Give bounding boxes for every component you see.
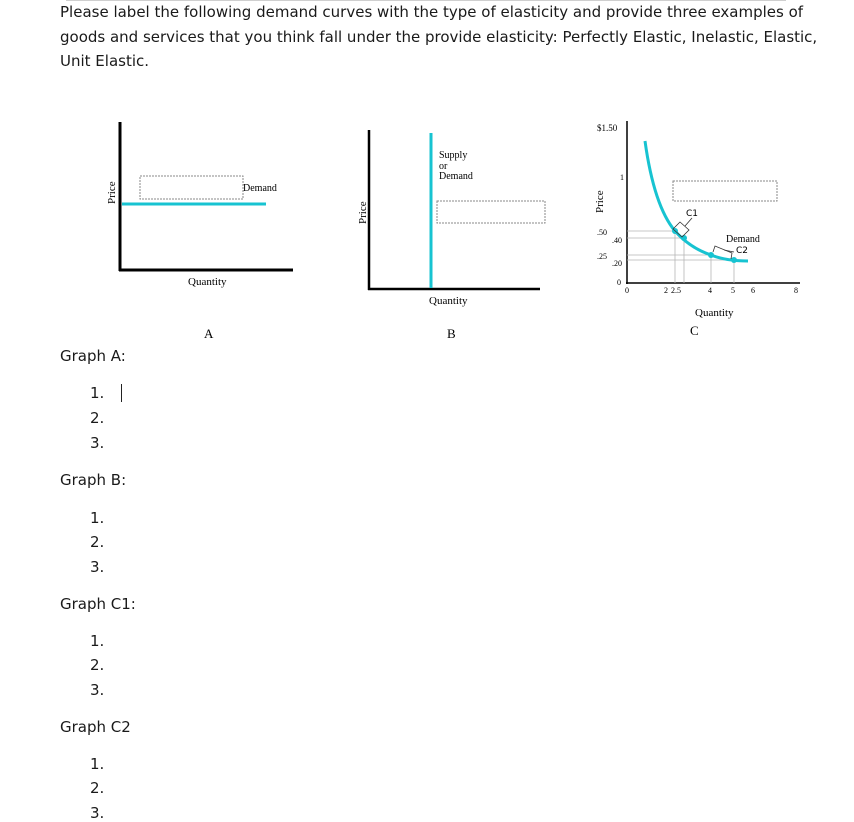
graph-c-ytick-50: .50 [597,228,607,237]
graph-c-xtick-2: 2 [664,286,668,295]
graph-a-demand-label: Demand [243,183,277,194]
graph-c-xtick-4: 4 [708,286,712,295]
graph-c-ytick-40: .40 [612,236,622,245]
graph-c-ytick-0: 0 [617,278,621,287]
text-cursor [121,384,122,402]
graph-b-item-2[interactable]: 2. [90,533,105,551]
graph-c-point-c [708,252,714,258]
graph-b-item-3[interactable]: 3. [90,558,105,576]
graph-c-quantity-label: Quantity [695,307,734,319]
graph-b [357,130,545,341]
graph-c-point-d [731,257,737,263]
graph-c2-item-3[interactable]: 3. [90,804,105,822]
graph-a [106,122,293,341]
graph-a-item-3[interactable]: 3. [90,434,105,452]
graph-a-answer-box[interactable] [140,176,243,199]
graph-c-xtick-0: 0 [625,286,629,295]
graph-a-price-label: Price [106,181,118,204]
graph-c-ytick-20: .20 [612,259,622,268]
graph-c-point-b [681,235,687,241]
graph-b-quantity-label: Quantity [429,295,468,307]
graph-c2-item-2[interactable]: 2. [90,779,105,797]
graph-b-supply-label: Supply [439,150,468,161]
graph-a-caption: A [204,326,214,341]
graph-b-caption: B [447,326,456,341]
graph-b-demand-label: Demand [439,171,473,182]
graph-c-ytick-25: .25 [597,252,607,261]
graph-c-ytick-1: 1 [620,173,624,182]
graph-c-xtick-8: 8 [794,286,798,295]
graph-c-c1-label: C1 [686,209,699,219]
graph-b-price-label: Price [357,201,369,224]
graph-a-item-1[interactable]: 1. [90,384,105,402]
section-graph-c1-title: Graph C1: [60,595,136,613]
graph-a-item-2[interactable]: 2. [90,409,105,427]
section-graph-a-title: Graph A: [60,347,126,365]
graph-c-price-label: Price [594,190,606,213]
graph-b-or-label: or [439,161,448,172]
graph-a-quantity-label: Quantity [188,276,227,288]
graph-c1-item-1[interactable]: 1. [90,632,105,650]
graph-c-answer-box[interactable] [673,181,777,201]
graph-c-demand-label: Demand [726,234,760,245]
c1-bracket-leader [685,218,692,226]
section-graph-b-title: Graph B: [60,471,127,489]
graph-c-xtick-5: 5 [731,286,735,295]
graph-c [594,121,800,338]
graph-c-caption: C [690,323,699,338]
graph-b-item-1[interactable]: 1. [90,509,105,527]
section-graph-c2-title: Graph C2 [60,718,131,736]
graph-c1-item-2[interactable]: 2. [90,656,105,674]
graph-c1-item-3[interactable]: 3. [90,681,105,699]
graph-c-xtick-6: 6 [751,286,755,295]
graph-c-c2-label: C2 [736,246,749,256]
question-prompt: Please label the following demand curves with the type of elasticity and provide three examples of goods and services that you think fall under the provide elasticity: Perfectly Elastic, Inelastic, Elastic, Unit Elastic. [60,3,818,70]
graph-c2-item-1[interactable]: 1. [90,755,105,773]
elasticity-graphs [0,0,854,350]
graph-c-xtick-25: 2.5 [671,286,681,295]
graph-b-answer-box[interactable] [437,201,545,223]
graph-c-ytick-top: $1.50 [597,123,618,133]
